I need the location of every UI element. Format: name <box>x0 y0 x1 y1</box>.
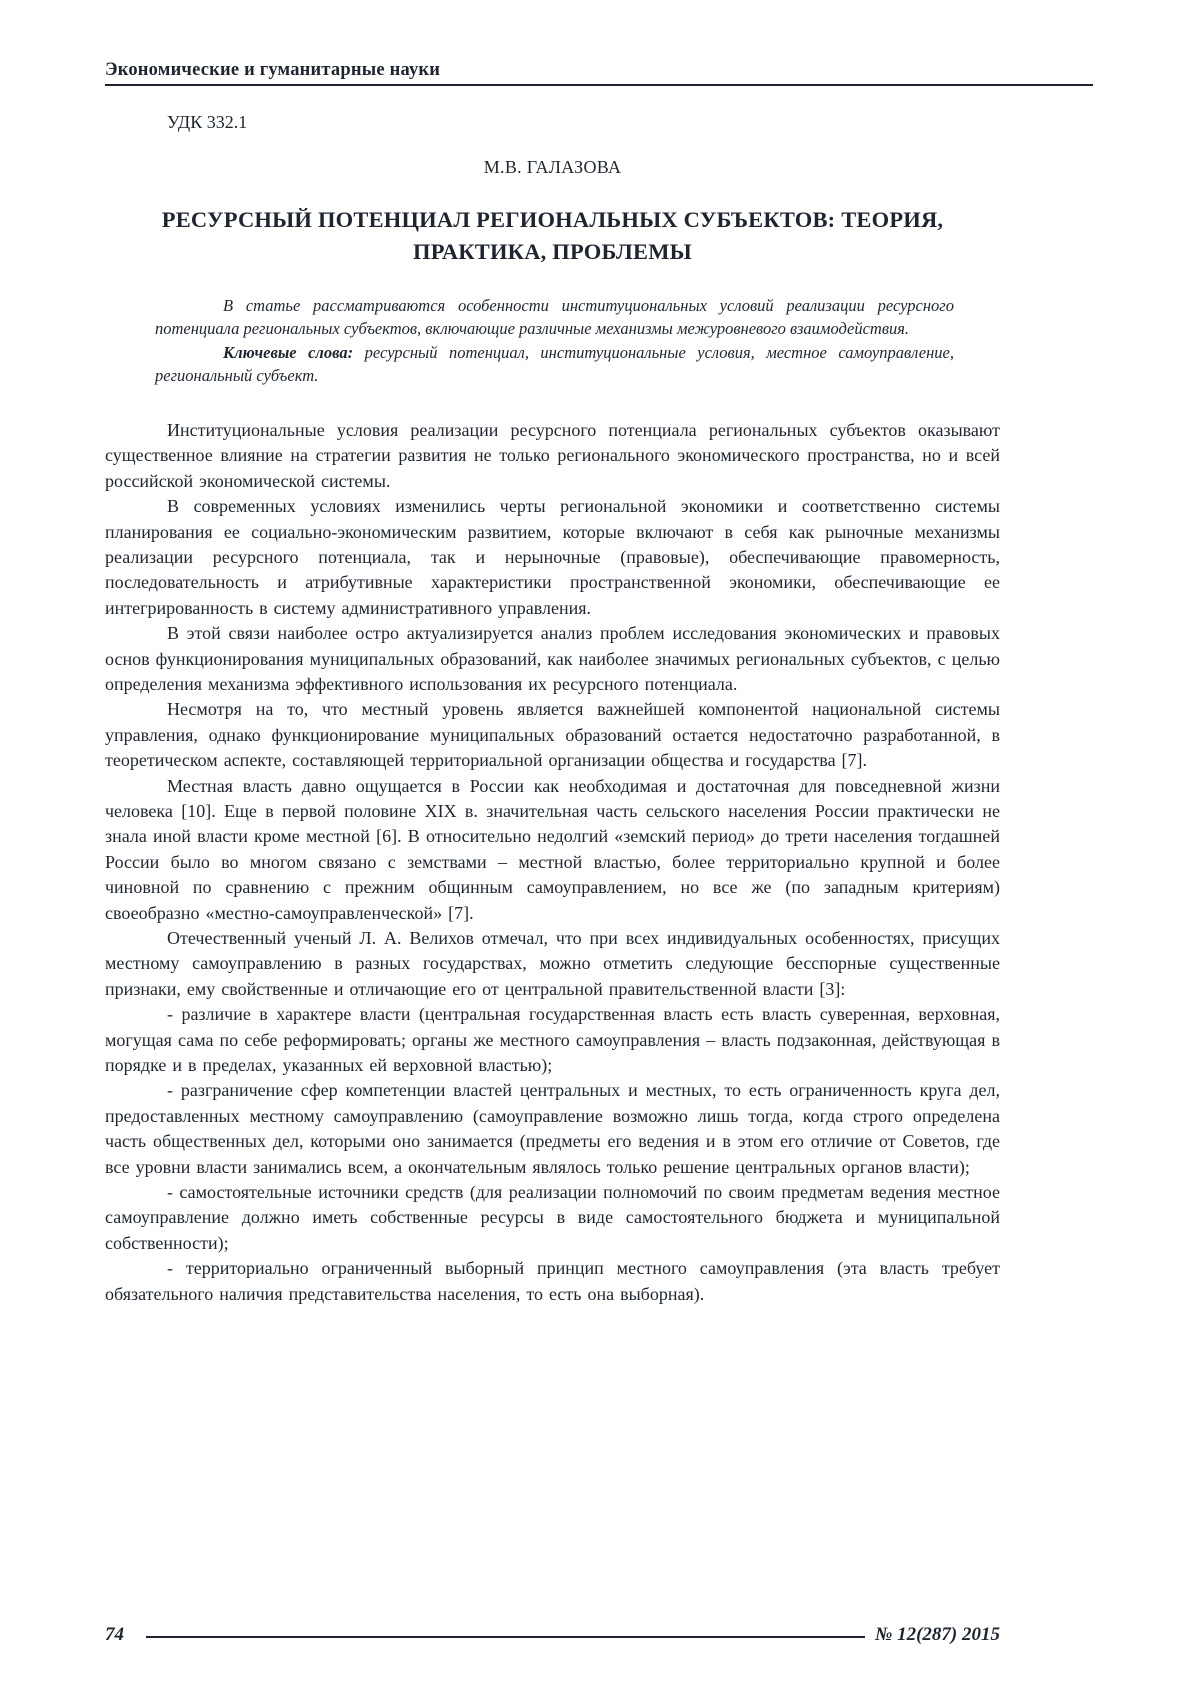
abstract-text: В статье рассматриваются особенности институциональных условий реализации ресурсного потенциала региональных субъектов, включающие различные механизмы межуровневого взаимодействия. <box>155 295 954 339</box>
paragraph: - различие в характере власти (центральная государственная власть есть власть суверенная, верховная, могущая сама по себе реформировать; органы же местного самоуправления – власть подзаконная, действующая в порядке и в пределах, указанных ей верховной властью); <box>105 1004 1000 1076</box>
keywords-label: Ключевые слова: <box>223 342 354 362</box>
journal-running-head: Экономические и гуманитарные науки <box>105 60 441 80</box>
article-title: РЕСУРСНЫЙ ПОТЕНЦИАЛ РЕГИОНАЛЬНЫХ СУБЪЕКТОВ: ТЕОРИЯ, ПРАКТИКА, ПРОБЛЕМЫ <box>161 207 944 264</box>
issue-label: № 12(287) 2015 <box>874 1624 1000 1645</box>
paragraph: Отечественный ученый Л. А. Велихов отмечал, что при всех индивидуальных особенностях, присущих местному самоуправлению в разных государствах, можно отметить следующие бесспорные существенные признаки, ему свойственные и отличающие его от центральной правительственной власти [3]: <box>105 928 1000 999</box>
paragraph: Институциональные условия реализации ресурсного потенциала региональных субъектов оказывают существенное влияние на стратегии развития не только регионального экономического пространства, но и всей российской экономической системы. <box>105 419 1000 491</box>
page-header <box>105 60 1093 86</box>
paragraph: В этой связи наиболее остро актуализируется анализ проблем исследования экономических и правовых основ функционирования муниципальных образований, как наиболее значимых региональных субъектов, с целью определения механизма эффективного использования их ресурсного потенциала. <box>105 623 1000 694</box>
paragraph: - самостоятельные источники средств (для реализации полномочий по своим предметам ведения местное самоуправление должно иметь собственные ресурсы в виде самостоятельного бюджета и муниципальной собственности); <box>105 1182 1000 1253</box>
paragraph: - территориально ограниченный выборный принцип местного самоуправления (эта власть требует обязательного наличия представительства населения, то есть она выборная). <box>105 1258 1000 1304</box>
paragraph: - разграничение сфер компетенции властей центральных и местных, то есть ограниченность круга дел, предоставленных местному самоуправлению (самоуправление возможно лишь тогда, когда строго определена часть общественных дел, которыми оно занимается (предметы его ведения и в этом его отличие от Советов, где все уровни власти занимались всем, а окончательным являлось только решение центральных органов власти); <box>105 1080 1000 1177</box>
page-content <box>105 60 1000 1307</box>
page-number: 74 <box>105 1624 124 1645</box>
abstract-block <box>155 294 954 388</box>
keywords-text: ресурсный потенциал, институциональные условия, местное самоуправление, региональный субъект. <box>155 342 954 386</box>
paragraph: Местная власть давно ощущается в России как необходимая и достаточная для повседневной жизни человека [10]. Еще в первой половине XIX в. значительная часть сельского населения России практически не знала иной власти кроме местной [6]. В относительно недолгий «земский период» до трети населения тогдашней России было во многом связано с земствами – местной властью, более территориально крупной и более чиновной по сравнению с прежним общинным самоуправлением, но все же (по западным критериям) своеобразно «местно-самоуправленческой» [7]. <box>105 775 1000 923</box>
page-footer <box>105 1624 1000 1646</box>
paragraph: В современных условиях изменились черты региональной экономики и соответственно системы планирования ее социально-экономическим развитием, которые включают в себя как рыночные механизмы реализации ресурсного потенциала, так и нерыночные (правовые), обеспечивающие правомерность, последовательность и атрибутивные характеристики пространственной экономики, обеспечивающие ее интегрированность в систему административного управления. <box>105 496 1000 618</box>
article-body <box>105 418 1000 1307</box>
udc-code: УДК 332.1 <box>167 112 248 132</box>
footer-rule <box>146 1636 865 1638</box>
author-name: М.В. ГАЛАЗОВА <box>483 157 622 177</box>
keywords-line <box>155 341 954 388</box>
paragraph: Несмотря на то, что местный уровень является важнейшей компонентой национальной системы управления, однако функционирование муниципальных образований остается недостаточно разработанной, в теоретическом аспекте, составляющей территориальной организации общества и государства [7]. <box>105 699 1000 771</box>
